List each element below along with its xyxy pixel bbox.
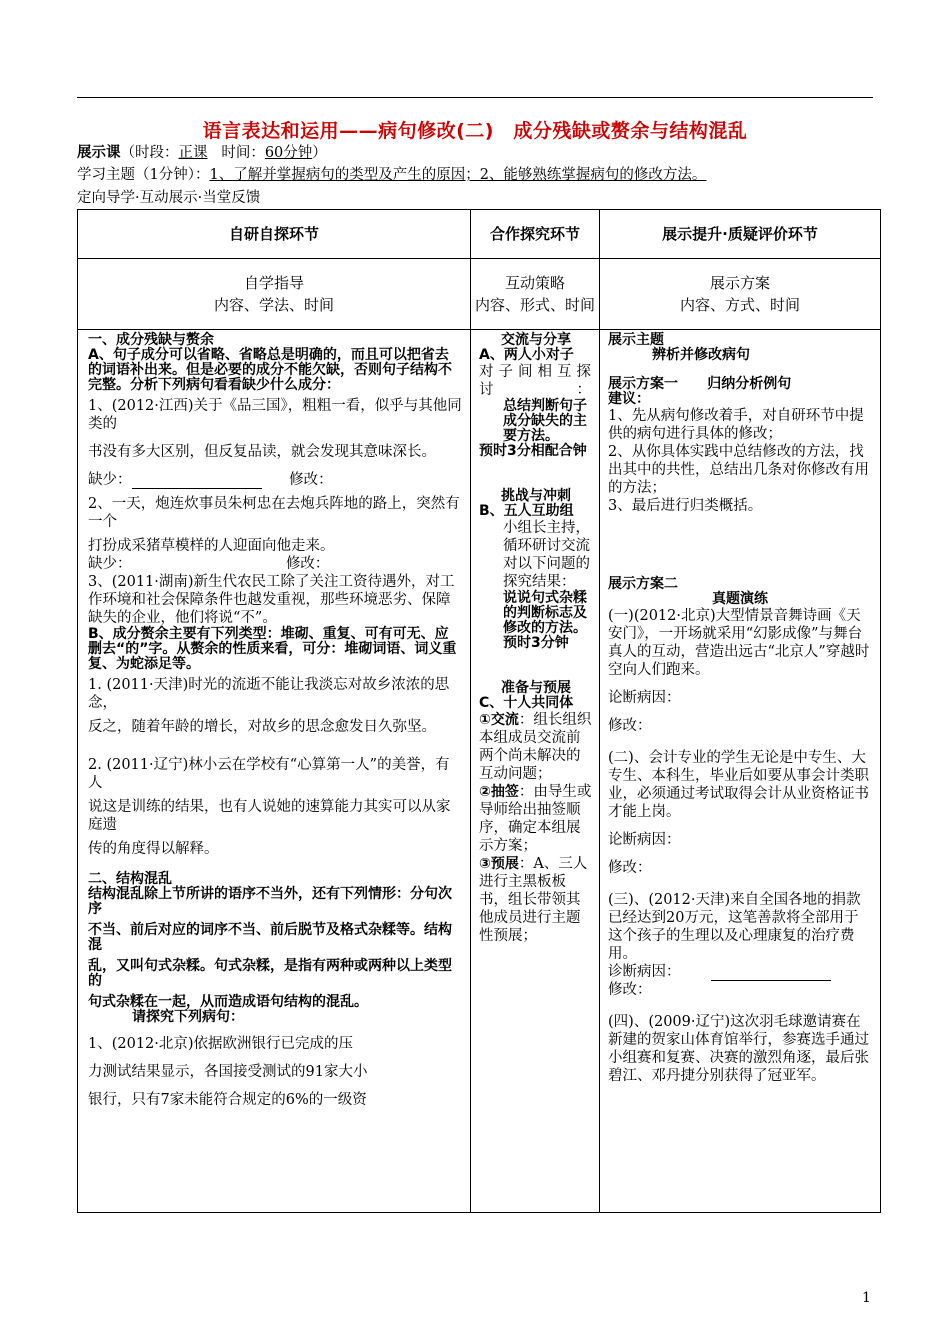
step3-label: ③预展 xyxy=(479,856,519,872)
section-c-line3: 乱，又叫句式杂糅。句式杂糅，是指有两种或两种以上类型的 xyxy=(88,958,452,989)
section-c-line4: 句式杂糅在一起，从而造成语句结构的混乱。 xyxy=(88,994,368,1010)
subheader-col1-line2: 内容、学法、时间 xyxy=(213,296,334,314)
section-c-title: 二、结构混乱 xyxy=(88,871,172,887)
subheader-row xyxy=(78,259,881,330)
page-number: 1 xyxy=(862,1290,871,1306)
diagnose-label-2: 论断病因： xyxy=(608,832,681,848)
suggestion-2: 2、从你具体实践中总结修改的方法，找出其中的共性，总结出几条对你修改有用的方法； xyxy=(608,444,869,496)
suggestion-1: 1、先从病句修改着手，对自研环节中提供的病句进行具体的修改； xyxy=(608,408,864,442)
plan1-label: 展示方案一 xyxy=(608,376,678,392)
subheader-col2-line2: 内容、形式、时间 xyxy=(474,296,595,314)
stage3-title: 准备与预展 xyxy=(501,680,571,696)
step1-text: ：组长组织本组成员交流前两个尚未解决的互动问题； xyxy=(479,712,592,782)
step3-text: ：A、三人进行主黑板板书，组长带领其他成员进行主题性预展； xyxy=(479,856,588,944)
self-study-column xyxy=(78,330,471,1213)
presentation-column xyxy=(600,330,881,1213)
header-col1: 自研自探环节 xyxy=(78,210,471,259)
subheader-col2 xyxy=(471,259,600,330)
subheader-col3 xyxy=(600,259,881,330)
step2-label: ②抽签 xyxy=(479,784,519,800)
plan1-title: 归纳分析例句 xyxy=(707,376,792,392)
theme-goals: 1、了解并掌握病句的类型及产生的原因；2、能够熟练掌握病句的修改方法。 xyxy=(209,167,707,183)
question-1a: 1、(2012·江西)关于《品三国》，粗粗一看，似乎与其他同类的 xyxy=(88,398,462,432)
section-c-line2: 不当、前后对应的词序不当、前后脱节及格式杂糅等。结构混 xyxy=(88,922,452,953)
header-rule xyxy=(77,97,873,98)
lesson-time: 60分钟 xyxy=(264,145,313,161)
plan2-title: 真题演练 xyxy=(712,591,768,607)
step1-label: ①交流 xyxy=(479,712,519,728)
b-question-2c: 传的角度得以解释。 xyxy=(88,841,219,857)
subheader-col2-line1: 互动策略 xyxy=(504,274,565,292)
section-a-intro: A、句子成分可以省略、省略总是明确的，而且可以把省去的词语补出来。但是必要的成分不能欠缺，否则句子结构不完整。分析下列病句看看缺少什么成分： xyxy=(88,347,452,393)
answer-line-1 xyxy=(88,471,462,489)
content-row xyxy=(78,330,881,1213)
section-a-title: 一、成分残缺与赘余 xyxy=(88,332,214,348)
diagnose-line-3 xyxy=(608,963,872,981)
stage2-time: 预时3分钟 xyxy=(503,635,569,651)
lesson-line xyxy=(77,141,327,162)
subheader-col1-line1: 自学指导 xyxy=(243,274,304,292)
b-question-2b: 说这是训练的结果，也有人说她的速算能力其实可以从家庭遗 xyxy=(88,799,451,833)
section-c-line5: 请探究下列病句： xyxy=(132,1009,244,1025)
revise-label-e3: 修改： xyxy=(608,982,652,998)
answer-line-2 xyxy=(88,555,462,573)
lack-label-2: 缺少： xyxy=(88,556,132,572)
subheader-col1 xyxy=(78,259,471,330)
revise-label-e1: 修改： xyxy=(608,718,652,734)
section-b-intro: B、成分赘余主要有下列类型：堆砌、重复、可有可无、应删去“的”字。从赘余的性质来看，可分：堆砌词语、词义重复、为蛇添足等。 xyxy=(88,626,457,672)
presentation-theme-label: 展示主题 xyxy=(608,332,664,348)
stage3-sub: C、十人共同体 xyxy=(479,695,574,711)
c-question-1c: 银行，只有7家未能符合规定的6%的一级资 xyxy=(88,1092,367,1108)
section-c-line1: 结构混乱除上节所讲的语序不当外，还有下列情形：分句次序 xyxy=(88,886,452,917)
stage2-task: 说说句式杂糅的判断标志及修改的方法。 xyxy=(503,590,587,636)
question-2a: 2、一天，炮连炊事员朱柯忠在去炮兵阵地的路上，突然有一个 xyxy=(88,496,460,530)
stage1-time: 预时3分相配合钟 xyxy=(479,443,587,459)
theme-line xyxy=(77,163,706,184)
stage1-title: 交流与分享 xyxy=(501,332,571,348)
lesson-period: 正课 xyxy=(178,145,208,161)
exercise-4: (四)、(2009·辽宁)这次羽毛球邀请赛在新建的贺家山体育馆举行，参赛选手通过小组赛和复赛、决赛的激烈角逐，最后张碧江、邓丹捷分别获得了冠亚军。 xyxy=(608,1014,869,1084)
exercise-1: (一)(2012·北京)大型情景音舞诗画《天安门》，一开场就采用“幻影成像”与舞台真人的互动，营造出远古“北京人”穿越时空向人们跑来。 xyxy=(608,608,870,678)
b-question-1a: 1. (2011·天津)时光的流逝不能让我淡忘对故乡浓浓的思念， xyxy=(88,677,450,711)
page-title: 语言表达和运用——病句修改(二) 成分残缺或赘余与结构混乱 xyxy=(202,120,748,142)
lesson-table xyxy=(77,209,881,1213)
stage1-text: 对子间相互探讨： xyxy=(479,364,593,398)
cooperation-column xyxy=(471,330,600,1213)
stage2-title: 挑战与冲刺 xyxy=(501,488,571,504)
exercise-2: (二)、会计专业的学生无论是中专生、大专生、本科生，毕业后如要从事会计类职业，必须通过考试取得会计从业资格证书才能上岗。 xyxy=(608,750,869,820)
question-1b: 书没有多大区别，但反复品读，就会发现其意味深长。 xyxy=(88,444,436,460)
exercise-3: (三)、(2012·天津)来自全国各地的捐款已经达到20万元，这笔善款将全部用于这个孩子的生理以及心理康复的治疗费用。 xyxy=(608,892,861,962)
diagnose-label-3: 诊断病因： xyxy=(608,964,681,980)
diagnose-blank-3[interactable] xyxy=(711,966,831,981)
b-question-1b: 反之，随着年龄的增长，对故乡的思念愈发日久弥坚。 xyxy=(88,719,436,735)
header-col2: 合作探究环节 xyxy=(471,210,600,259)
diagnose-label-1: 论断病因： xyxy=(608,690,681,706)
lesson-label: 展示课 xyxy=(77,145,121,161)
stage3-step3 xyxy=(479,855,593,945)
subheader-col3-line2: 内容、方式、时间 xyxy=(679,296,800,314)
time-label: 时间： xyxy=(221,145,265,161)
plan1-heading xyxy=(608,377,872,392)
revise-label: 修改： xyxy=(289,472,333,488)
suggestion-3: 3、最后进行归类概括。 xyxy=(608,498,763,514)
stage3-step1 xyxy=(479,711,593,783)
lesson-paren-close: ） xyxy=(312,145,327,161)
presentation-theme: 辨析并修改病句 xyxy=(652,347,750,363)
revise-label-2: 修改： xyxy=(285,556,330,572)
question-3: 3、(2011·湖南)新生代农民工除了关注工资待遇外，对工作环境和社会保障条件也越发重视，那些环境恶劣、保障缺失的企业，他们将说“不”。 xyxy=(88,574,455,626)
header-row xyxy=(78,210,881,259)
theme-label: 学习主题（1分钟）： xyxy=(77,167,210,183)
stage2-text: 小组长主持，循环研讨交流对以下问题的探究结果： xyxy=(503,520,590,590)
lesson-paren: （时段： xyxy=(120,145,179,161)
stage1-sub: A、两人小对子 xyxy=(479,347,574,363)
stage2-sub: B、五人互助组 xyxy=(479,503,574,519)
subheader-col3-line1: 展示方案 xyxy=(709,274,770,292)
stage1-task: 总结判断句子成分缺失的主要方法。 xyxy=(503,398,587,444)
step2-text: ：由导生或导师给出抽签顺序，确定本组展示方案； xyxy=(479,784,592,854)
header-col3: 展示提升·质疑评价环节 xyxy=(600,210,881,259)
stage3-step2 xyxy=(479,783,593,855)
question-2b: 打扮成采猪草模样的人迎面向他走来。 xyxy=(88,538,335,554)
plan2-label: 展示方案二 xyxy=(608,576,678,592)
mode-line: 定向导学·互动展示·当堂反馈 xyxy=(77,190,261,206)
lack-blank[interactable] xyxy=(132,474,262,489)
c-question-1b: 力测试结果显示，各国接受测试的91家大小 xyxy=(88,1064,368,1080)
revise-label-e2: 修改： xyxy=(608,860,652,876)
suggest-label: 建议： xyxy=(608,391,650,407)
c-question-1a: 1、(2012·北京)依据欧洲银行已完成的压 xyxy=(88,1036,354,1052)
b-question-2a: 2. (2011·辽宁)林小云在学校有“心算第一人”的美誉，有人 xyxy=(88,757,450,791)
lack-label: 缺少： xyxy=(88,472,132,488)
